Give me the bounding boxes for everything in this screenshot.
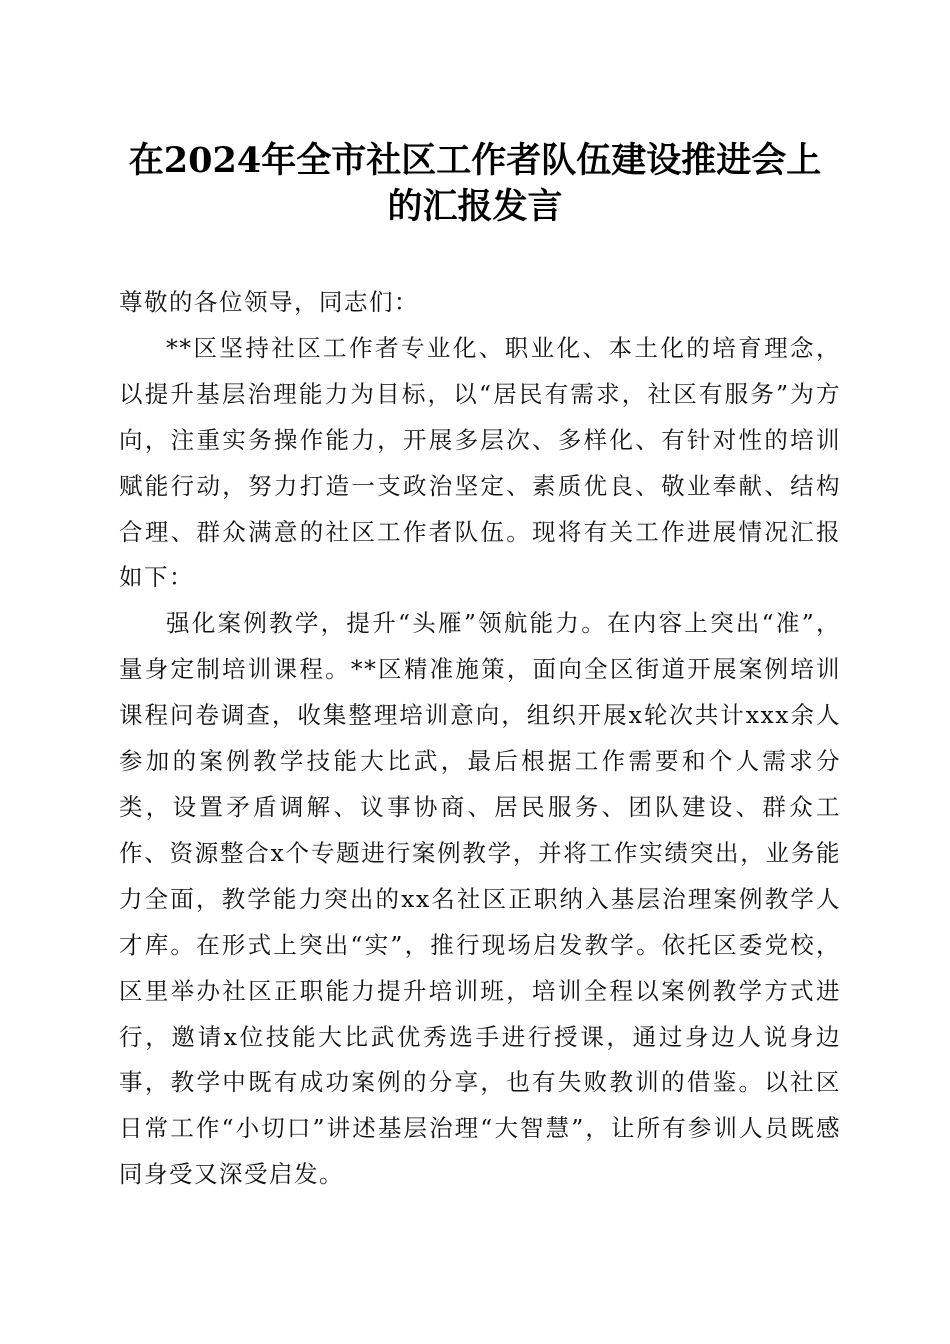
title-line-2: 的汇报发言 [387, 186, 563, 227]
document-title [100, 138, 850, 230]
title-line-1: 在2024年全市社区工作者队伍建设推进会上 [128, 140, 822, 181]
paragraph-case-teaching: 强化案例教学，提升“头雁”领航能力。在内容上突出“准”，量身定制培训课程。**区精准施策，面向全区街道开展案例培训课程问卷调查，收集整理培训意向，组织开展x轮次共计xxx余人参加的案例教学技能大比武，最后根据工作需要和个人需求分类，设置矛盾调解、议事协商、居民服务、团队建设、群众工作、资源整合x个专题进行案例教学，并将工作实绩突出，业务能力全面，教学能力突出的xx名社区正职纳入基层治理案例教学人才库。在形式上突出“实”，推行现场启发教学。依托区委党校，区里举办社区正职能力提升培训班，培训全程以案例教学方式进行，邀请x位技能大比武优秀选手进行授课，通过身边人说身边事，教学中既有成功案例的分享，也有失败教训的借鉴。以社区日常工作“小切口”讲述基层治理“大智慧”，让所有参训人员既感同身受又深受启发。 [119, 609, 841, 1189]
paragraph-intro: **区坚持社区工作者专业化、职业化、本土化的培育理念，以提升基层治理能力为目标，以“居民有需求，社区有服务”为方向，注重实务操作能力，开展多层次、多样化、有针对性的培训赋能行动，努力打造一支政治坚定、素质优良、敬业奉献、结构合理、群众满意的社区工作者队伍。现将有关工作进展情况汇报如下： [119, 333, 841, 592]
salutation: 尊敬的各位领导，同志们： [119, 288, 419, 316]
document-body [119, 280, 841, 1198]
